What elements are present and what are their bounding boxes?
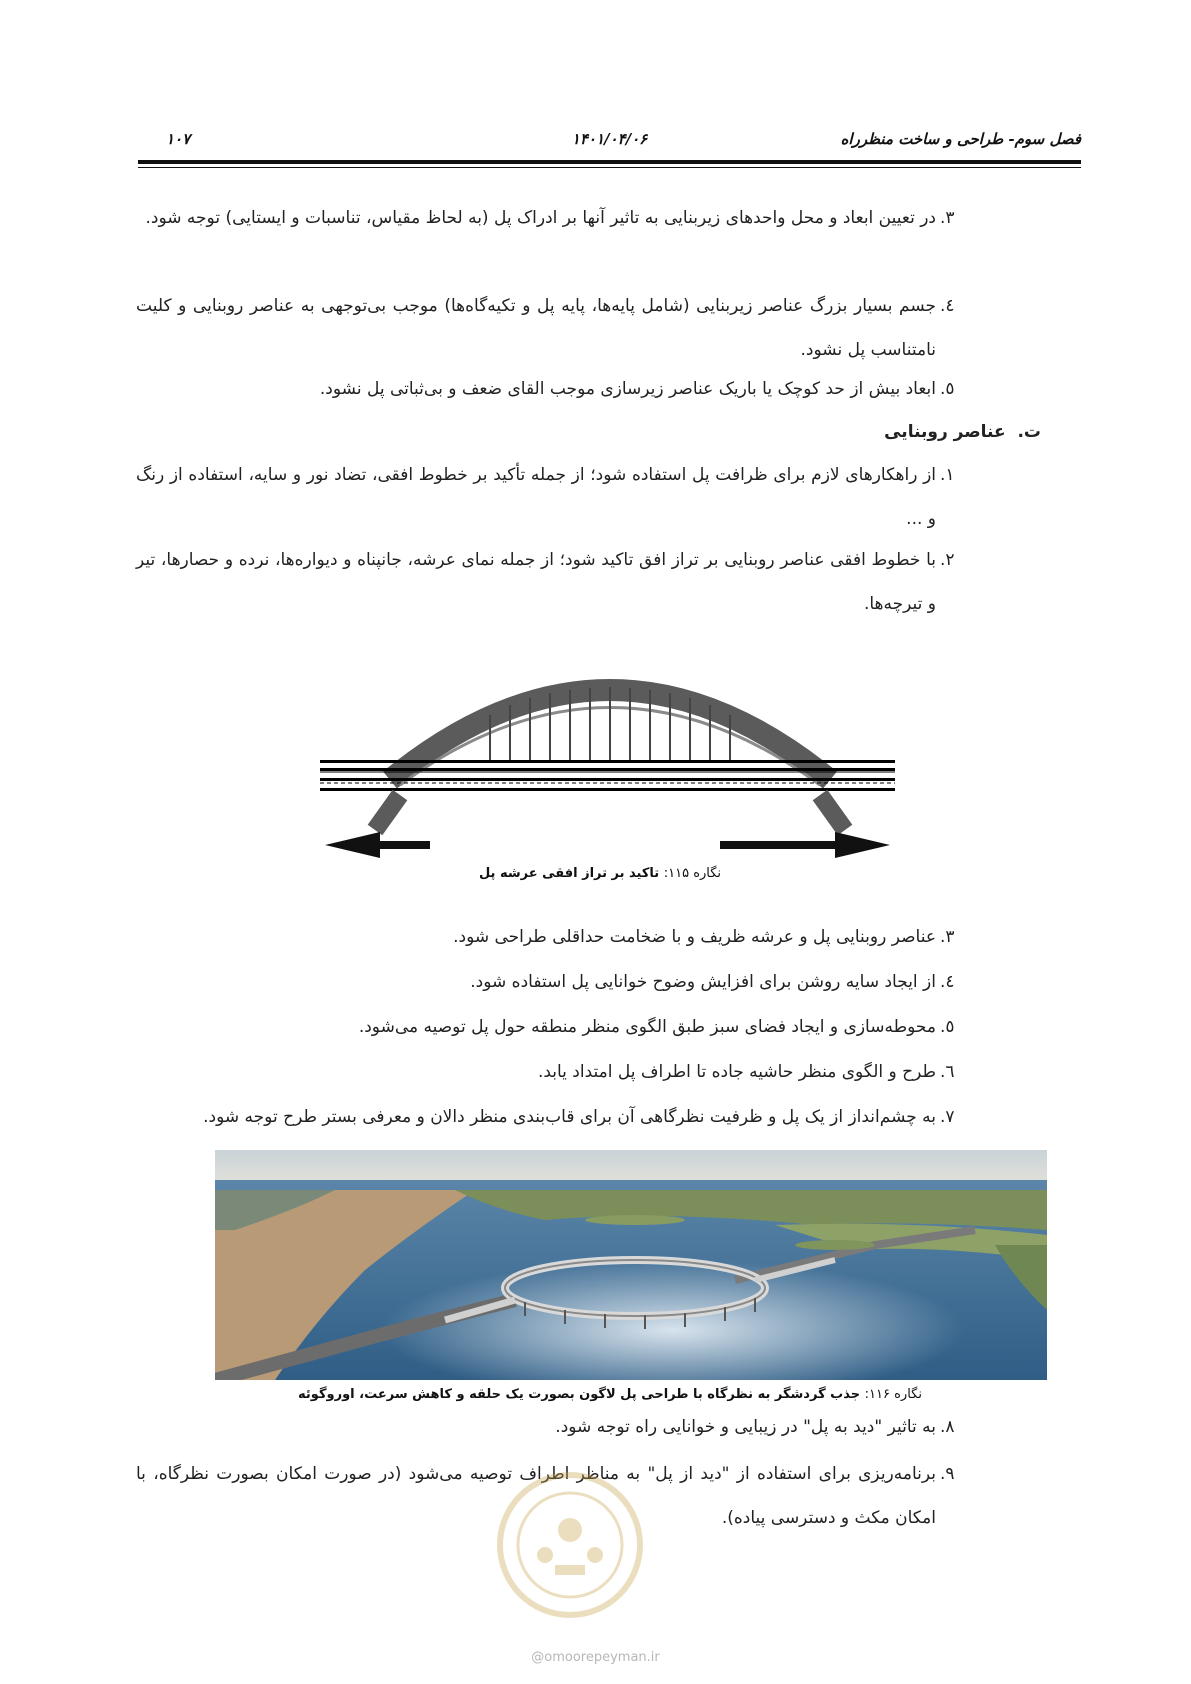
- list-item: ۳. عناصر روبنایی پل و عرشه ظریف و با ضخامت حداقلی طراحی شود.: [453, 927, 955, 947]
- arch-bridge-illustration: [320, 660, 895, 875]
- header-date: ۱۴۰۱/۰۴/۰۶: [571, 130, 648, 148]
- figure-caption: نگاره ۱۱۶: جذب گردشگر به نظرگاه با طراحی پل لاگون بصورت یک حلقه و کاهش سرعت، اوروگوئه: [298, 1387, 922, 1402]
- header-rule-thin: [138, 167, 1081, 168]
- list-item: ۹. برنامه‌ریزی برای استفاده از "دید از پل" به مناظر اطراف توصیه می‌شود (در صورت امکان بصورت نظرگاه، با امکان مکث و دسترسی پیاده).: [136, 1464, 955, 1528]
- list-item: ۳. در تعیین ابعاد و محل واحدهای زیربنایی به تاثیر آنها بر ادراک پل (به لحاظ مقیاس، تناسبات و ایستایی) توجه شود.: [145, 208, 955, 228]
- figure-caption: نگاره ۱۱۵: تاکید بر تراز افقی عرشه پل: [478, 866, 722, 881]
- watermark-seal-logo: [495, 1470, 645, 1620]
- running-header: [138, 130, 1081, 154]
- list-item: ۲. با خطوط افقی عناصر روبنایی بر تراز افق تاکید شود؛ از جمله نمای عرشه، جانپناه و دیواره‌ها، نرده و حصارها، تیر و تیرچه‌ها.: [136, 550, 955, 614]
- list-item: ۷. به چشم‌انداز از یک پل و ظرفیت نظرگاهی آن برای قاب‌بندی منظر دالان و معرفی بستر طرح توجه شود.: [203, 1107, 955, 1127]
- page-number: ۱۰۷: [166, 130, 191, 148]
- list-item: ٦. طرح و الگوی منظر حاشیه جاده تا اطراف پل امتداد یابد.: [537, 1062, 955, 1082]
- list-item: ٥. محوطه‌سازی و ایجاد فضای سبز طبق الگوی منظر منطقه حول پل توصیه می‌شود.: [358, 1017, 955, 1037]
- list-item: ۸. به تاثیر "دید به پل" در زیبایی و خوانایی راه توجه شود.: [555, 1417, 955, 1437]
- list-item: ۱. از راهکارهای لازم برای ظرافت پل استفاده شود؛ از جمله تأکید بر خطوط افقی، تضاد نور و سایه، استفاده از رنگ و ...: [136, 465, 955, 529]
- header-rule-thick: [138, 160, 1081, 164]
- watermark-site: @omoorepeyman.ir: [531, 1650, 660, 1665]
- list-item: ٥. ابعاد بیش از حد کوچک یا باریک عناصر زیرسازی موجب القای ضعف و بی‌ثباتی پل نشود.: [319, 379, 955, 399]
- lagoon-bridge-photo: [215, 1150, 1047, 1380]
- section-heading: ت. عناصر روبنایی: [884, 422, 1041, 442]
- horizontal-arrows: [325, 832, 890, 858]
- list-item: ٤. جسم بسیار بزرگ عناصر زیربنایی (شامل پایه‌ها، پایه پل و تکیه‌گاه‌ها) موجب بی‌توجهی به عناصر روبنایی و کلیت نامتناسب پل نشود.: [136, 296, 955, 360]
- chapter-title: فصل سوم- طراحی و ساخت منظرراه: [840, 130, 1081, 148]
- list-item: ٤. از ایجاد سایه روشن برای افزایش وضوح خوانایی پل استفاده شود.: [470, 972, 955, 992]
